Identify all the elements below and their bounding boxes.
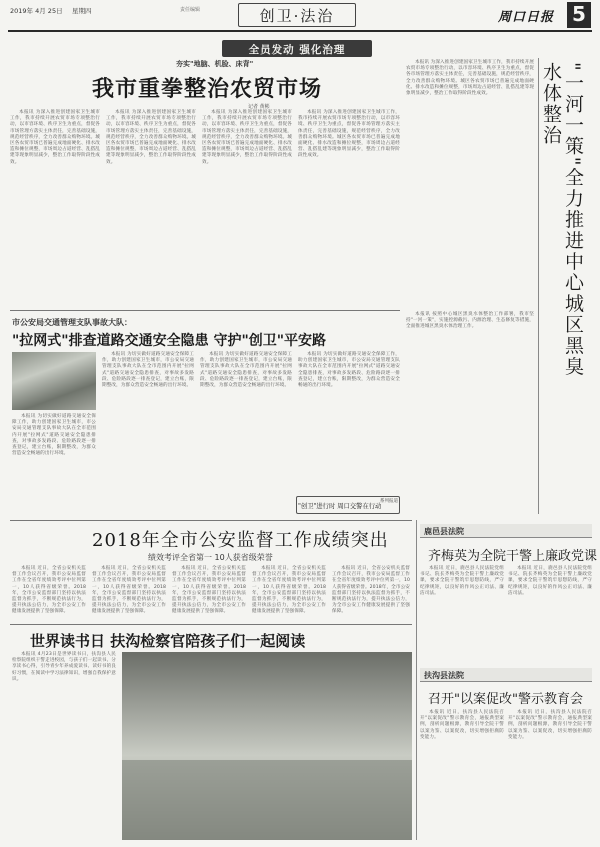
- police-body: 本报讯 近日，全省公安机关监督工作会议召开，我市公安局监督工作在全省年度绩效考评中位列第一，10人获得省级荣誉。2018年，全市公安监督部门坚持以执法监督为抓手，不断规范执法行为，提升执法公信力，为全市公安工作健康发展提供了坚强保障。: [12, 566, 86, 615]
- masthead: [0, 0, 600, 40]
- traffic-kicker: 市公安局交通管理支队事故大队：: [12, 318, 132, 327]
- river-divider: [538, 58, 539, 514]
- police-top-rule: [10, 520, 412, 521]
- masthead-rule: [8, 30, 592, 32]
- police-body-col2: [92, 566, 166, 620]
- issue-date: 2019年 4月 25日: [10, 7, 63, 15]
- police-body-col5: [332, 566, 410, 620]
- police-headline: 2018年全市公安监督工作成绩突出: [92, 530, 389, 551]
- market-kicker: 夯实"地脑、机脸、床背": [176, 60, 254, 68]
- traffic-headline: "拉网式"排查道路交通安全隐患 守护"创卫"平安路: [12, 333, 327, 349]
- reading-body: 本报讯 4月23日是世界读书日，扶沟县人民检察院组织干警走进校园，与孩子们一起读书、分享读书心得，引导青少年养成爱读书、读好书的良好习惯，在阅读中学习法律知识，增强自我保护意识。: [12, 652, 116, 682]
- paper-name: 周口日报: [498, 10, 555, 25]
- reading-top-rule: [10, 624, 412, 625]
- reading-headline: 世界读书日 扶沟检察官陪孩子们一起阅读: [30, 632, 306, 650]
- market-body-col5: [406, 60, 534, 306]
- luyi-body: 本报讯 近日，鹿邑县人民法院党组书记、院长齐梅英为全院干警上廉政党课，要求全院干警筑牢思想防线，严守纪律规矩，以良好的作风公正司法、廉洁司法。: [420, 566, 504, 596]
- fugou-body: 本报讯 近日，扶沟县人民法院召开"以案促改"警示教育会，通报典型案例，剖析问题根源，教育引导全院干警以案为鉴、以案促改，切实增强拒腐防变能力。: [420, 710, 504, 740]
- market-body: 本报讯 为深入推进创建国家卫生城市工作，我市持续开展农贸市场专项整治行动，以市容环境、秩序卫生为重点，督促各市场管理方落实主体责任，完善基础设施，规范经营秩序，全力改善群众购物环境。城区各农贸市场已普遍完成地面硬化、排水改造和摊位规整，市场周边占道经营、乱搭乱建等现象明显减少，整治工作取得阶段性成效。: [10, 110, 100, 165]
- issue-weekday: 星期四: [72, 7, 92, 15]
- reading-photo-lawn: [122, 760, 412, 840]
- luyi-body-col1: [420, 566, 504, 664]
- luyi-label: 鹿邑县法院: [424, 527, 464, 536]
- river-headline: "一河一策"全力推进中心城区黑臭水体整治: [540, 62, 584, 378]
- right-column-divider: [416, 520, 417, 840]
- market-body-cont: 本报讯 为深入推进创建国家卫生城市工作，我市持续开展农贸市场专项整治行动，以市容环境、秩序卫生为重点，督促各市场管理方落实主体责任，完善基础设施，规范经营秩序，全力改善群众购物环境。城区各农贸市场已普遍完成地面硬化、排水改造和摊位规整，市场周边占道经营、乱搭乱建等现象明显减少，整治工作取得阶段性成效。: [298, 110, 400, 159]
- police-body-cont: 本报讯 近日，全省公安机关监督工作会议召开，我市公安局监督工作在全省年度绩效考评中位列第一，10人获得省级荣誉。2018年，全市公安监督部门坚持以执法监督为抓手，不断规范执法行为，提升执法公信力，为全市公安工作健康发展提供了坚强保障。: [252, 566, 326, 615]
- editor-label: 责任编辑: [180, 7, 201, 13]
- traffic-body-col4: [298, 352, 400, 492]
- police-body-col3: [172, 566, 246, 620]
- police-body-cont: 本报讯 近日，全省公安机关监督工作会议召开，我市公安局监督工作在全省年度绩效考评中位列第一，10人获得省级荣誉。2018年，全市公安监督部门坚持以执法监督为抓手，不断规范执法行为，提升执法公信力，为全市公安工作健康发展提供了坚强保障。: [172, 566, 246, 615]
- fugou-headline: 召开"以案促改"警示教育会: [428, 692, 583, 707]
- traffic-body-cont: 本报讯 为切实做好道路交通安全保障工作，助力创建国家卫生城市，市公安局交通管理支队事故大队在全市范围内开展"拉网式"道路交通安全隐患排查，对事故多发路段、危险路段逐一排查登记，建立台账，限期整改，为群众营造安全畅通的出行环境。: [298, 352, 400, 389]
- traffic-series-note: "创卫"进行时 周口交警在行动: [298, 503, 382, 510]
- traffic-photo: [12, 352, 96, 410]
- traffic-body-col3: [200, 352, 292, 514]
- police-body-cont: 本报讯 近日，全省公安机关监督工作会议召开，我市公安局监督工作在全省年度绩效考评中位列第一，10人获得省级荣誉。2018年，全市公安监督部门坚持以执法监督为抓手，不断规范执法行为，提升执法公信力，为全市公安工作健康发展提供了坚强保障。: [92, 566, 166, 615]
- river-body: 本报讯 按照中心城区黑臭水体整治工作部署，我市坚持"一河一策"，实施控源截污、内源治理、生态修复等措施，全面推进城区黑臭水体治理工作。: [406, 312, 534, 330]
- luyi-headline: 齐梅英为全院干警上廉政党课: [428, 549, 598, 564]
- traffic-body-col1: [12, 414, 96, 514]
- police-body-col1: [12, 566, 86, 620]
- market-body-col2: [106, 110, 196, 306]
- market-body-col4: [298, 110, 400, 306]
- fugou-body-cont: 本报讯 近日，扶沟县人民法院召开"以案促改"警示教育会，通报典型案例，剖析问题根源，教育引导全院干警以案为鉴、以案促改，切实增强拒腐防变能力。: [508, 710, 592, 740]
- traffic-top-rule: [10, 310, 400, 311]
- luyi-body-cont: 本报讯 近日，鹿邑县人民法院党组书记、院长齐梅英为全院干警上廉政党课，要求全院干警筑牢思想防线，严守纪律规矩，以良好的作风公正司法、廉洁司法。: [508, 566, 592, 596]
- market-body-col1: [10, 110, 100, 306]
- market-body-cont: 本报讯 为深入推进创建国家卫生城市工作，我市持续开展农贸市场专项整治行动，以市容环境、秩序卫生为重点，督促各市场管理方落实主体责任，完善基础设施，规范经营秩序，全力改善群众购物环境。城区各农贸市场已普遍完成地面硬化、排水改造和摊位规整，市场周边占道经营、乱搭乱建等现象明显减少，整治工作取得阶段性成效。: [406, 60, 534, 97]
- section-title: 创卫·法治: [259, 7, 335, 25]
- fugou-body-col2: [508, 710, 592, 840]
- fugou-label: 扶沟县法院: [424, 671, 464, 680]
- fugou-body-col1: [420, 710, 504, 840]
- traffic-body: 本报讯 为切实做好道路交通安全保障工作，助力创建国家卫生城市，市公安局交通管理支队事故大队在全市范围内开展"拉网式"道路交通安全隐患排查，对事故多发路段、危险路段逐一排查登记，建立台账，限期整改，为群众营造安全畅通的出行环境。: [12, 414, 96, 457]
- market-body-cont: 本报讯 为深入推进创建国家卫生城市工作，我市持续开展农贸市场专项整治行动，以市容环境、秩序卫生为重点，督促各市场管理方落实主体责任，完善基础设施，规范经营秩序，全力改善群众购物环境。城区各农贸市场已普遍完成地面硬化、排水改造和摊位规整，市场周边占道经营、乱搭乱建等现象明显减少，整治工作取得阶段性成效。: [202, 110, 292, 165]
- market-body-cont: 本报讯 为深入推进创建国家卫生城市工作，我市持续开展农贸市场专项整治行动，以市容环境、秩序卫生为重点，督促各市场管理方落实主体责任，完善基础设施，规范经营秩序，全力改善群众购物环境。城区各农贸市场已普遍完成地面硬化、排水改造和摊位规整，市场周边占道经营、乱搭乱建等现象明显减少，整治工作取得阶段性成效。: [106, 110, 196, 165]
- slogan-text: 全员发动 强化治理: [248, 44, 346, 56]
- police-body-col4: [252, 566, 326, 620]
- traffic-series-sub: 系列报道: [380, 499, 398, 504]
- market-byline: 记者 黄彬: [248, 104, 270, 110]
- market-headline: 我市重拳整治农贸市场: [92, 76, 323, 102]
- reading-body-col1: [12, 652, 116, 840]
- river-body-col1: [406, 312, 534, 512]
- traffic-body-col2: [102, 352, 194, 514]
- traffic-body-cont: 本报讯 为切实做好道路交通安全保障工作，助力创建国家卫生城市，市公安局交通管理支队事故大队在全市范围内开展"拉网式"道路交通安全隐患排查，对事故多发路段、危险路段逐一排查登记，建立台账，限期整改，为群众营造安全畅通的出行环境。: [102, 352, 194, 389]
- police-body-cont: 本报讯 近日，全省公安机关监督工作会议召开，我市公安局监督工作在全省年度绩效考评中位列第一，10人获得省级荣誉。2018年，全市公安监督部门坚持以执法监督为抓手，不断规范执法行为，提升执法公信力，为全市公安工作健康发展提供了坚强保障。: [332, 566, 410, 615]
- page-number: 5: [572, 2, 586, 26]
- traffic-body-cont: 本报讯 为切实做好道路交通安全保障工作，助力创建国家卫生城市，市公安局交通管理支队事故大队在全市范围内开展"拉网式"道路交通安全隐患排查，对事故多发路段、危险路段逐一排查登记，建立台账，限期整改，为群众营造安全畅通的出行环境。: [200, 352, 292, 389]
- luyi-body-col2: [508, 566, 592, 664]
- police-subhead: 绩效考评全省第一 10人获省级荣誉: [148, 553, 273, 562]
- market-body-col3: [202, 110, 292, 306]
